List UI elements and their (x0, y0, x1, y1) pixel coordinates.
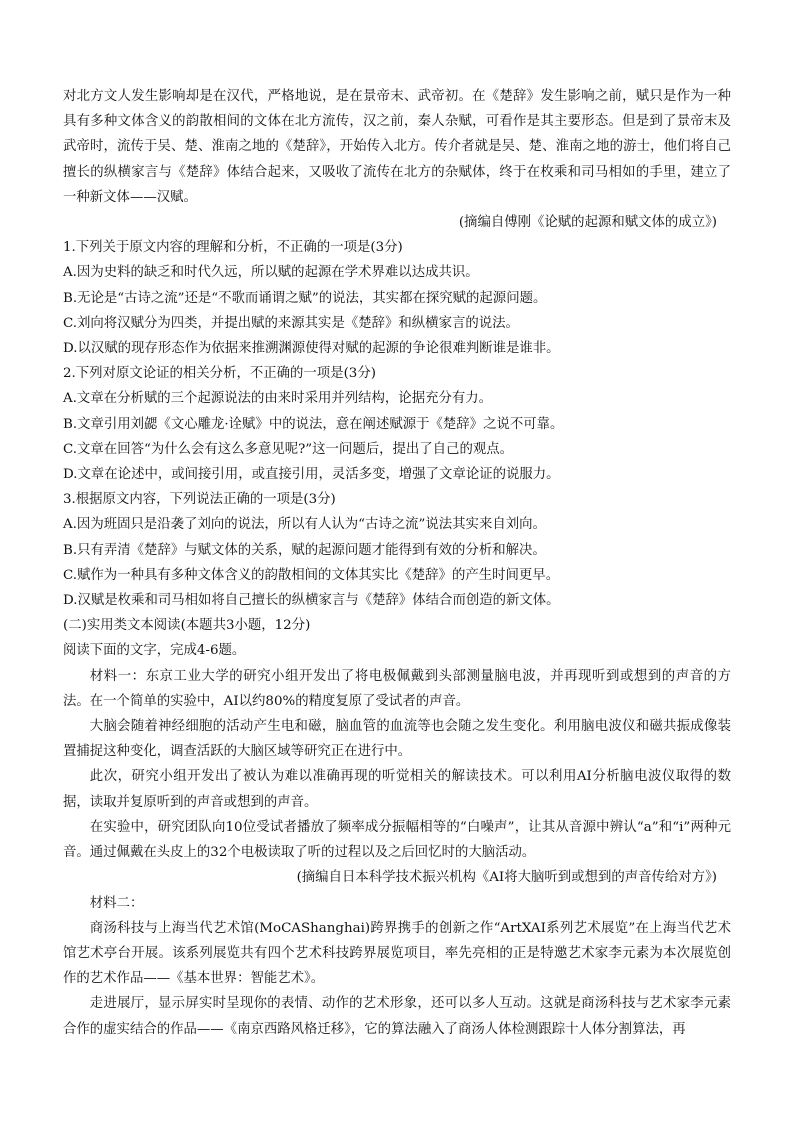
exam-page (63, 84, 731, 1042)
question-3-stem: 3.根据原文内容，下列说法正确的一项是(3分) (63, 492, 336, 508)
question-3-option-b: B.只有弄清《楚辞》与赋文体的关系，赋的起源问题才能得到有效的分析和解决。 (63, 542, 546, 558)
question-2-option-c: C.文章在回答“为什么会有这么多意见呢?”这一问题后，提出了自己的观点。 (63, 441, 514, 457)
source-citation-1: (摘编自傅刚《论赋的起源和赋文体的成立》) (458, 215, 717, 231)
section-2-instruction: 阅读下面的文字，完成4-6题。 (63, 643, 246, 659)
question-1-option-c: C.刘向将汉赋分为四类，并提出赋的来源其实是《楚辞》和纵横家言的说法。 (63, 315, 519, 331)
question-2-option-b: B.文章引用刘勰《文心雕龙·诠赋》中的说法，意在阐述赋源于《楚辞》之说不可靠。 (63, 416, 564, 432)
question-3-option-d: D.汉赋是枚乘和司马相如将自己擅长的纵横家言与《楚辞》体结合而创造的新文体。 (63, 593, 560, 609)
section-2-heading: (二)实用类文本阅读(本题共3小题，12分) (63, 618, 311, 634)
question-2-stem: 2.下列对原文论证的相关分析，不正确的一项是(3分) (63, 366, 376, 382)
material-1-paragraph-2: 大脑会随着神经细胞的活动产生电和磁，脑血管的血流等也会随之发生变化。利用脑电波仪和磁共振成像装置捕捉这种变化，调查活跃的大脑区域等研究正在进行中。 (63, 719, 731, 760)
material-1-paragraph-3: 此次，研究小组开发出了被认为难以准确再现的听觉相关的解读技术。可以利用AI分析脑电波仪取得的数据，读取并复原听到的声音或想到的声音。 (63, 769, 731, 810)
material-1-paragraph-1: 材料一：东京工业大学的研究小组开发出了将电极佩戴到头部测量脑电波，并再现听到或想到的声音的方法。在一个简单的实验中，AI以约80%的精度复原了受试者的声音。 (63, 668, 731, 709)
question-1-option-b: B.无论是“古诗之流”还是“不歌而诵谓之赋”的说法，其实都在探究赋的起源问题。 (63, 290, 547, 306)
question-2-option-a: A.文章在分析赋的三个起源说法的由来时采用并列结构，论据充分有力。 (63, 391, 493, 407)
source-citation-2: (摘编自日本科学技术振兴机构《AI将大脑听到或想到的声音传给对方》) (296, 870, 717, 886)
material-2-paragraph-2: 走进展厅，显示屏实时呈现你的表情、动作的艺术形象，还可以多人互动。这就是商汤科技与艺术家李元素合作的虚实结合的作品——《南京西路风格迁移》，它的算法融入了商汤人体检测跟踪十人体分割算法，再 (63, 996, 731, 1037)
question-3-option-c: C.赋作为一种具有多种文体含义的韵散相间的文体其实比《楚辞》的产生时间更早。 (63, 567, 560, 583)
question-3-option-a: A.因为班固只是沿袭了刘向的说法，所以有人认为“古诗之流”说法其实来自刘向。 (63, 517, 546, 533)
question-1-option-a: A.因为史料的缺乏和时代久远，所以赋的起源在学术界难以达成共识。 (63, 265, 479, 281)
material-1-paragraph-4: 在实验中，研究团队向10位受试者播放了频率成分振幅相等的“白噪声”，让其从音源中辨认“a”和“i”两种元音。通过佩戴在头皮上的32个电极读取了听的过程以及之后回忆时的大脑活动。 (63, 819, 731, 861)
intro-paragraph: 对北方文人发生影响却是在汉代，严格地说，是在景帝末、武帝初。在《楚辞》发生影响之前，赋只是作为一种具有多种文体含义的韵散相间的文体在北方流传，汉之前，秦人杂赋，可看作是其主要形态。但是到了景帝末及武帝时，流传于吴、楚、淮南之地的《楚辞》，开始传入北方。传介者就是吴、楚、淮南之地的游士，他们将自己擅长的纵横家言与《楚辞》体结合起来，又吸收了流传在北方的杂赋体，终于在枚乘和司马相如的手里，建立了一种新文体——汉赋。 (63, 89, 731, 205)
material-2-paragraph-1: 商汤科技与上海当代艺术馆(MoCAShanghai)跨界携手的创新之作“ArtXAI系列艺术展览”在上海当代艺术馆艺术亭台开展。该系列展览共有四个艺术科技跨界展览项目，率先亮相的正是特邀艺术家李元素为本次展览创作的艺术作品——《基本世界：智能艺术》。 (63, 920, 731, 987)
question-1-stem: 1.下列关于原文内容的理解和分析，不正确的一项是(3分) (63, 240, 403, 256)
question-1-option-d: D.以汉赋的现存形态作为依据来推溯渊源使得对赋的起源的争论很难判断谁是谁非。 (63, 341, 560, 357)
question-2-option-d: D.文章在论述中，或间接引用，或直接引用，灵活多变，增强了文章论证的说服力。 (63, 467, 560, 483)
material-2-label: 材料二： (89, 895, 144, 911)
